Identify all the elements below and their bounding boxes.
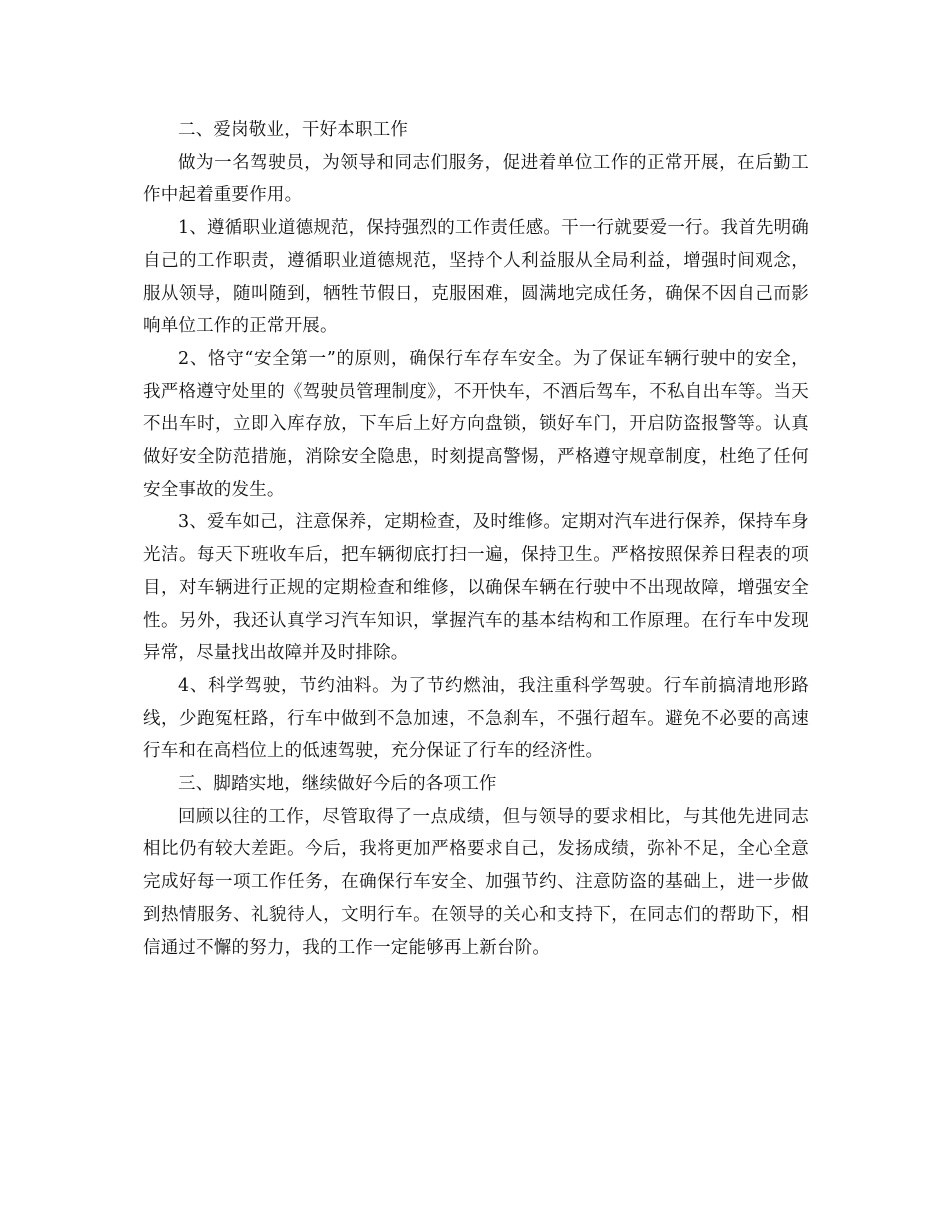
paragraph-vehicle-maintenance: 3、爱车如己，注意保养，定期检查，及时维修。定期对汽车进行保养，保持车身光洁。每天下班收车后，把车辆彻底打扫一遍，保持卫生。严格按照保养日程表的项目，对车辆进行正规的定期检查和维修，以确保车辆在行驶中不出现故障，增强安全性。另外，我还认真学习汽车知识，掌握汽车的基本结构和工作原理。在行车中发现异常，尽量找出故障并及时排除。 [143,512,809,664]
document-body [143,114,809,964]
paragraph-review-and-outlook: 回顾以往的工作，尽管取得了一点成绩，但与领导的要求相比，与其他先进同志相比仍有较大差距。今后，我将更加严格要求自己，发扬成绩，弥补不足，全心全意完成好每一项工作任务，在确保行车安全、加强节约、注意防盗的基础上，进一步做到热情服务、礼貌待人，文明行车。在领导的关心和支持下，在同志们的帮助下，相信通过不懈的努力，我的工作一定能够再上新台阶。 [143,806,809,958]
paragraph-safety-first: 2、恪守“安全第一”的原则，确保行车存车安全。为了保证车辆行驶中的安全，我严格遵守处里的《驾驶员管理制度》，不开快车，不酒后驾车，不私自出车等。当天不出车时，立即入库存放，下车后上好方向盘锁，锁好车门，开启防盗报警等。认真做好安全防范措施，消除安全隐患，时刻提高警惕，严格遵守规章制度，杜绝了任何安全事故的发生。 [143,348,809,500]
paragraph-professional-ethics: 1、遵循职业道德规范，保持强烈的工作责任感。干一行就要爱一行。我首先明确自己的工作职责，遵循职业道德规范，坚持个人利益服从全局利益，增强时间观念，服从领导，随叫随到，牺牲节假日，克服困难，圆满地完成任务，确保不因自己而影响单位工作的正常开展。 [143,218,809,337]
section-heading-dedication: 二、爱岗敬业，干好本职工作 [178,120,409,140]
paragraph-driver-role: 做为一名驾驶员，为领导和同志们服务，促进着单位工作的正常开展，在后勤工作中起着重要作用。 [143,152,809,206]
paragraph-fuel-saving: 4、科学驾驶，节约油料。为了节约燃油，我注重科学驾驶。行车前搞清地形路线，少跑冤枉路，行车中做到不急加速，不急刹车，不强行超车。避免不必要的高速行车和在高档位上的低速驾驶，充分保证了行车的经济性。 [143,675,809,762]
section-heading-future-work: 三、脚踏实地，继续做好今后的各项工作 [178,774,497,795]
